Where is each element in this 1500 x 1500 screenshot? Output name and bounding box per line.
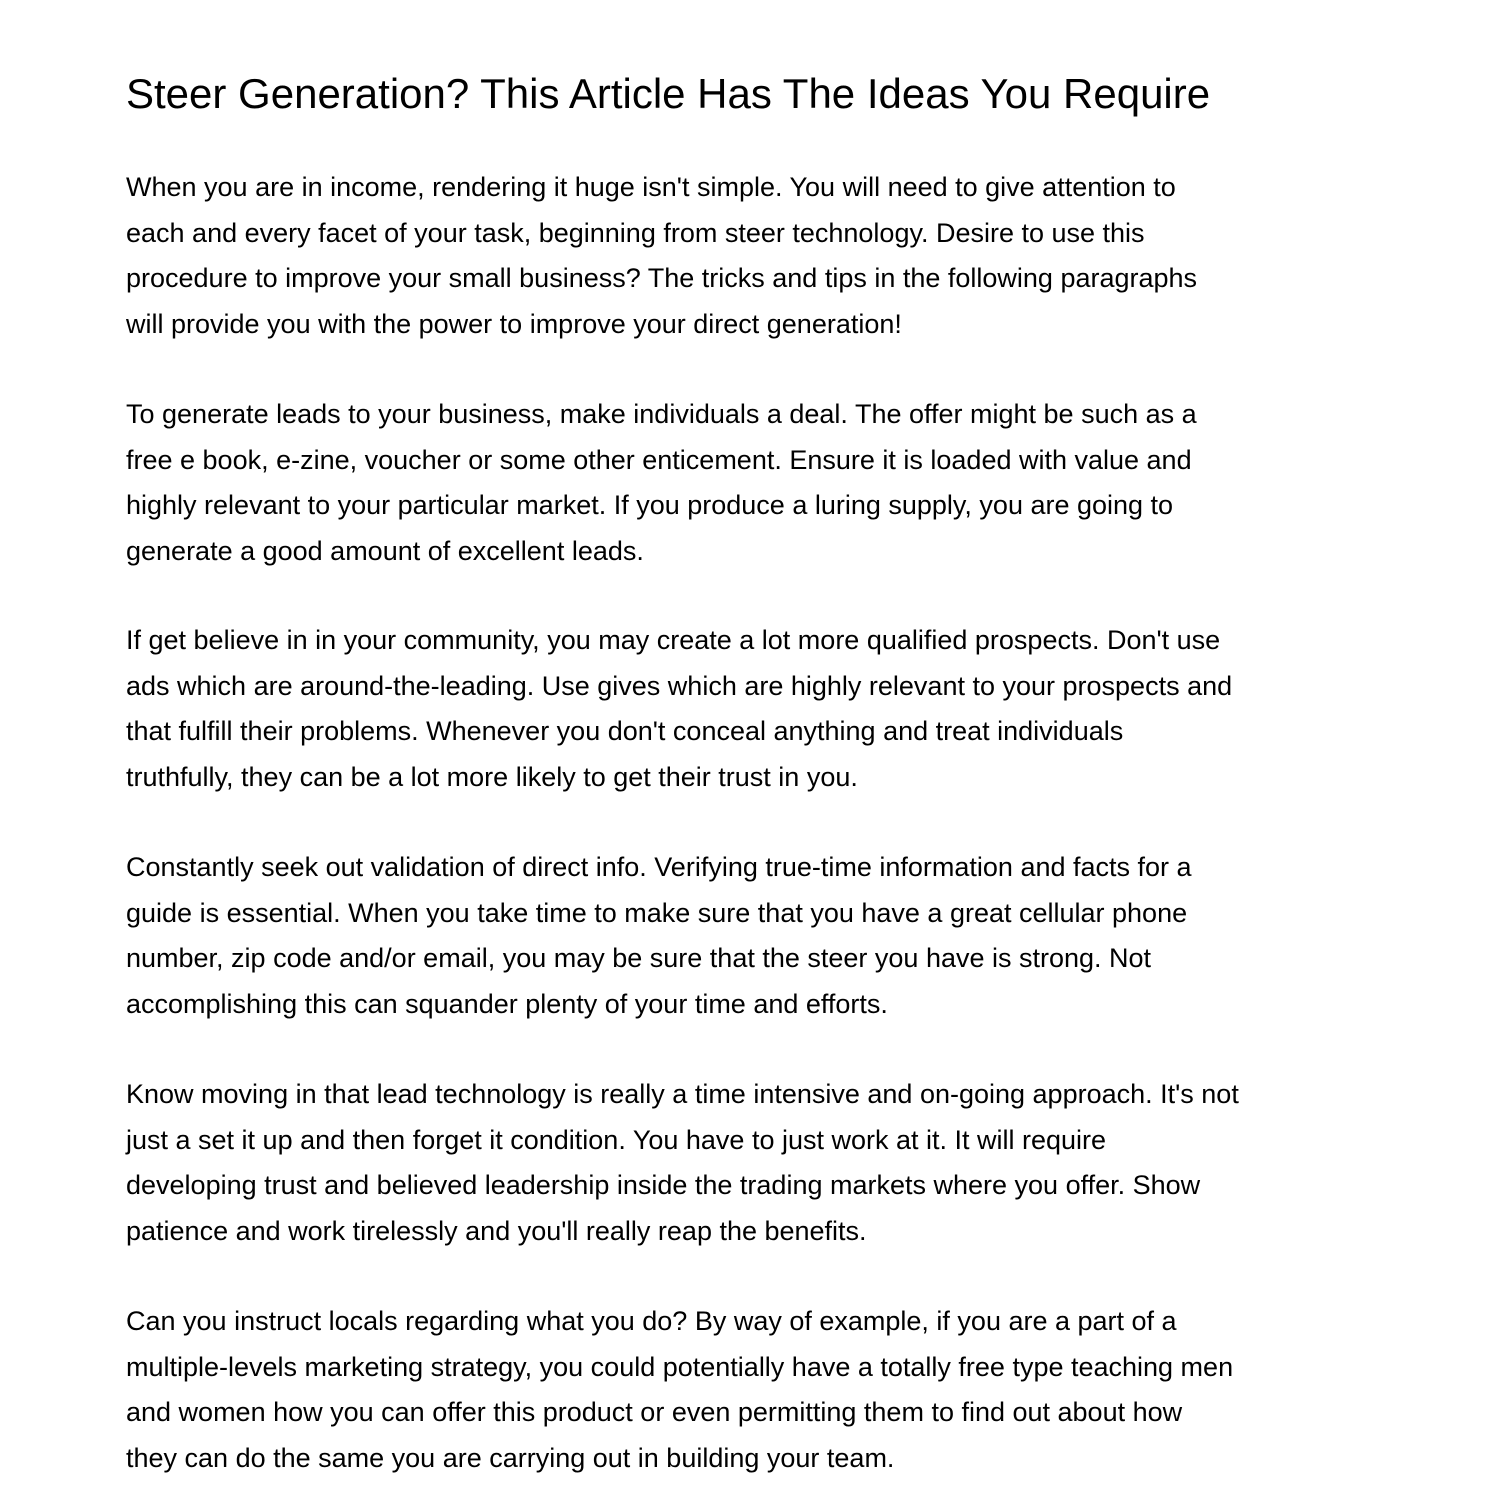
- page-title: Steer Generation? This Article Has The Ideas You Require: [126, 70, 1211, 117]
- paragraph-line: just a set it up and then forget it condition. You have to just work at it. It will require: [126, 1124, 1107, 1155]
- paragraph-line: accomplishing this can squander plenty of your time and efforts.: [126, 988, 888, 1019]
- paragraph-line: procedure to improve your small business? The tricks and tips in the following paragraphs: [126, 263, 1198, 293]
- paragraph-line: If get believe in in your community, you may create a lot more qualified prospects. Don't use: [126, 625, 1221, 655]
- paragraph-line: that fulfill their problems. Whenever you don't conceal anything and treat individuals: [126, 716, 1124, 746]
- paragraph-6: [126, 1299, 1233, 1481]
- paragraph-3: [126, 618, 1232, 800]
- paragraph-line: each and every facet of your task, beginning from steer technology. Desire to use this: [126, 217, 1145, 248]
- paragraph-line: Constantly seek out validation of direct info. Verifying true-time information and facts for a: [126, 852, 1192, 882]
- paragraph-line: Know moving in that lead technology is really a time intensive and on-going approach. It's not: [126, 1079, 1239, 1109]
- paragraph-line: will provide you with the power to improve your direct generation!: [126, 308, 902, 339]
- paragraph-line: free e book, e-zine, voucher or some other enticement. Ensure it is loaded with value and: [126, 444, 1192, 475]
- paragraph-line: they can do the same you are carrying out in building your team.: [126, 1442, 895, 1473]
- paragraph-line: To generate leads to your business, make individuals a deal. The offer might be such as a: [126, 399, 1197, 429]
- paragraph-line: When you are in income, rendering it huge isn't simple. You will need to give attention to: [126, 172, 1176, 202]
- paragraph-line: patience and work tirelessly and you'll really reap the benefits.: [126, 1215, 867, 1246]
- paragraph-5: [126, 1072, 1239, 1254]
- paragraph-line: ads which are around-the-leading. Use gives which are highly relevant to your prospects and: [126, 670, 1233, 701]
- paragraph-line: multiple-levels marketing strategy, you could potentially have a totally free type teaching men: [126, 1351, 1234, 1382]
- paragraph-line: generate a good amount of excellent leads.: [126, 535, 644, 566]
- paragraph-line: and women how you can offer this product or even permitting them to find out about how: [126, 1397, 1183, 1427]
- paragraph-line: guide is essential. When you take time to make sure that you have a great cellular phone: [126, 897, 1188, 928]
- paragraph-4: [126, 845, 1192, 1027]
- paragraph-line: highly relevant to your particular market. If you produce a luring supply, you are going to: [126, 490, 1174, 520]
- paragraph-line: number, zip code and/or email, you may be sure that the steer you have is strong. Not: [126, 943, 1152, 973]
- paragraph-line: Can you instruct locals regarding what you do? By way of example, if you are a part of a: [126, 1306, 1177, 1336]
- paragraph-1: [126, 165, 1197, 347]
- paragraph-line: truthfully, they can be a lot more likely to get their trust in you.: [126, 761, 858, 792]
- paragraph-2: [126, 392, 1197, 574]
- paragraph-line: developing trust and believed leadership inside the trading markets where you offer. Show: [126, 1170, 1201, 1200]
